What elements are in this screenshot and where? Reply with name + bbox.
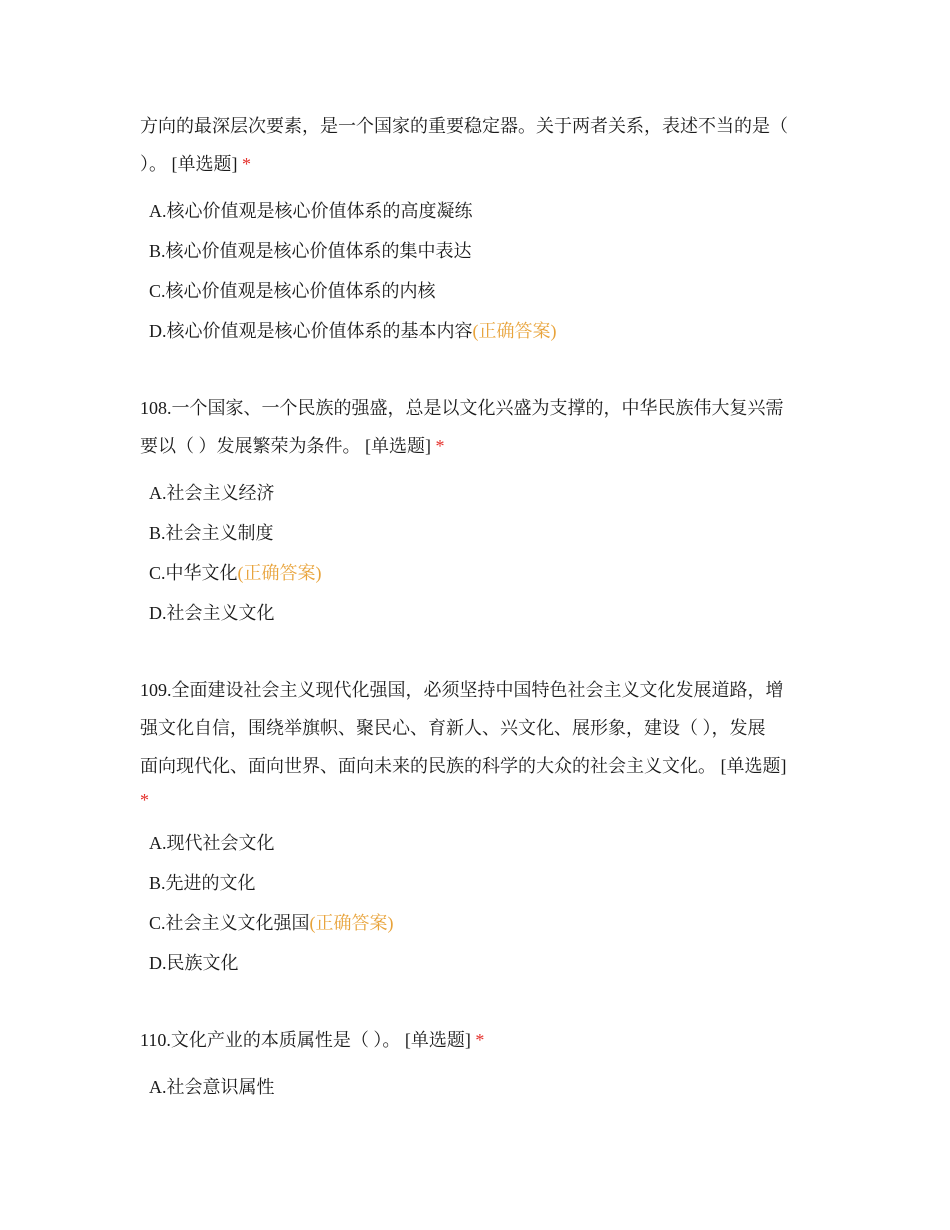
question-text-line — [140, 785, 812, 815]
question-type-tag: [单选题] — [171, 154, 238, 174]
option-text: B.社会主义制度 — [149, 523, 274, 543]
option-text: A.社会意识属性 — [149, 1077, 275, 1097]
question-type-tag: [单选题] — [365, 436, 431, 456]
option-item — [140, 271, 812, 311]
option-text: D.社会主义文化 — [149, 603, 275, 623]
question-108 — [140, 389, 812, 633]
option-item — [140, 1067, 812, 1107]
option-text: D.民族文化 — [149, 953, 239, 973]
question-text-line — [140, 1021, 812, 1059]
question-text: 要以（ ）发展繁荣为条件。 — [140, 436, 361, 456]
question-text-line: 方向的最深层次要素，是一个国家的重要稳定器。关于两者关系，表述不当的是（ — [140, 116, 788, 136]
option-item — [140, 553, 812, 593]
option-text: B.先进的文化 — [149, 873, 256, 893]
question-109 — [140, 671, 812, 983]
option-item — [140, 903, 812, 943]
question-text-line — [140, 747, 812, 785]
option-text: A.核心价值观是核心价值体系的高度凝练 — [149, 201, 473, 221]
option-item — [140, 863, 812, 903]
question-text: 110.文化产业的本质属性是（ ）。 — [140, 1030, 401, 1050]
question-text: 面向现代化、面向世界、面向未来的民族的科学的大众的社会主义文化。 — [140, 756, 716, 776]
option-text: C.社会主义文化强国 — [149, 913, 310, 933]
option-text: D.核心价值观是核心价值体系的基本内容 — [149, 321, 473, 341]
option-text: C.核心价值观是核心价值体系的内核 — [149, 281, 436, 301]
correct-answer-mark: (正确答案) — [472, 321, 557, 341]
option-text: A.现代社会文化 — [149, 833, 275, 853]
question-text-line: 108.一个国家、一个民族的强盛，总是以文化兴盛为支撑的，中华民族伟大复兴需 — [140, 398, 784, 418]
question-107 — [140, 107, 812, 351]
question-text: ）。 — [140, 154, 167, 174]
question-text-line — [140, 427, 812, 465]
option-item — [140, 191, 812, 231]
question-text-line: 强文化自信，围绕举旗帜、聚民心、育新人、兴文化、展形象，建设（ ），发展 — [140, 718, 766, 738]
option-item — [140, 473, 812, 513]
option-text: A.社会主义经济 — [149, 483, 275, 503]
required-star: * — [435, 436, 445, 456]
question-type-tag: [单选题] — [720, 756, 787, 776]
option-item — [140, 513, 812, 553]
option-item — [140, 311, 812, 351]
option-text: C.中华文化 — [149, 563, 238, 583]
question-text-line: 109.全面建设社会主义现代化强国，必须坚持中国特色社会主义文化发展道路，增 — [140, 680, 784, 700]
option-item — [140, 943, 812, 983]
required-star: * — [475, 1030, 485, 1050]
option-item — [140, 823, 812, 863]
question-list — [140, 107, 812, 1107]
option-text: B.核心价值观是核心价值体系的集中表达 — [149, 241, 472, 261]
required-star: * — [242, 154, 251, 174]
question-type-tag: [单选题] — [404, 1030, 471, 1050]
question-110 — [140, 1021, 812, 1107]
option-item — [140, 231, 812, 271]
option-item — [140, 593, 812, 633]
question-text-line — [140, 145, 812, 183]
correct-answer-mark: (正确答案) — [309, 913, 394, 933]
required-star: * — [140, 790, 149, 810]
correct-answer-mark: (正确答案) — [237, 563, 322, 583]
